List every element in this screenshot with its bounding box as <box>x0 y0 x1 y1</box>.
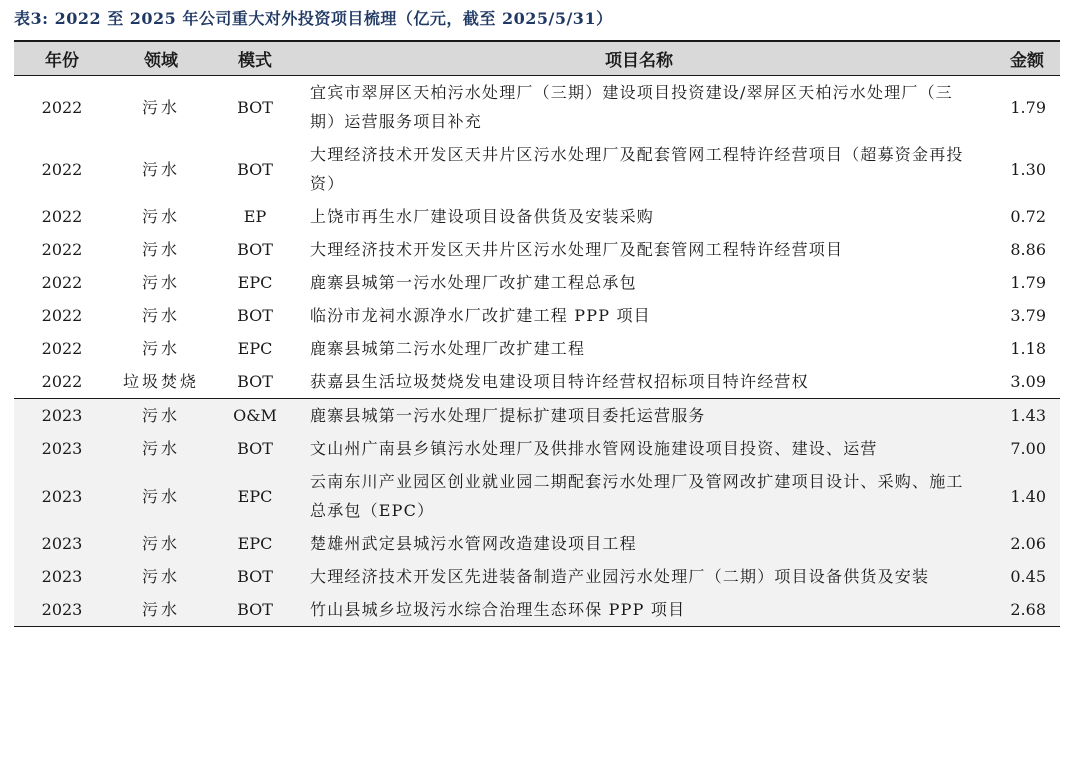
cell-field: 污水 <box>141 567 180 586</box>
header-project-name: 项目名称 <box>298 41 980 76</box>
cell-project-name: 大理经济技术开发区天井片区污水处理厂及配套管网工程特许经营项目（超募资金再投资） <box>310 145 964 193</box>
cell-field: 垃圾焚烧 <box>122 372 199 391</box>
cell-field: 污水 <box>141 339 180 358</box>
cell-field: 污水 <box>141 207 180 226</box>
table-title: 表3: 2022 至 2025 年公司重大对外投资项目梳理（亿元，截至 2025/5/31） <box>14 9 613 28</box>
cell-mode: O&M <box>212 399 298 433</box>
cell-field: 污水 <box>141 159 180 179</box>
table-row <box>14 200 1060 233</box>
cell-year: 2022 <box>41 306 83 325</box>
cell-year: 2023 <box>41 439 83 458</box>
cell-project-name: 楚雄州武定县城污水管网改造建设项目工程 <box>310 534 637 553</box>
cell-year: 2023 <box>41 534 83 553</box>
investment-table-container <box>14 40 1060 627</box>
cell-mode: EPC <box>237 273 273 292</box>
cell-amount: 1.79 <box>1010 97 1046 117</box>
cell-year: 2022 <box>41 372 83 391</box>
cell-project-name: 鹿寨县城第二污水处理厂改扩建工程 <box>310 339 586 358</box>
cell-year: 2023 <box>14 399 110 433</box>
table-row <box>14 332 1060 365</box>
cell-amount: 2.68 <box>980 593 1060 627</box>
table-row <box>14 465 1060 527</box>
header-field: 领域 <box>110 41 212 76</box>
table-header-row <box>14 41 1060 76</box>
cell-field: 污水 <box>110 593 212 627</box>
cell-year: 2022 <box>41 339 83 358</box>
cell-field: 污水 <box>141 273 180 292</box>
cell-amount: 1.79 <box>1010 273 1046 292</box>
cell-field: 污水 <box>141 97 180 117</box>
cell-amount: 0.45 <box>1010 567 1046 586</box>
cell-mode: EPC <box>237 339 273 358</box>
cell-project-name: 临汾市龙祠水源净水厂改扩建工程 PPP 项目 <box>310 306 651 325</box>
header-year: 年份 <box>14 41 110 76</box>
cell-year: 2023 <box>41 486 83 506</box>
cell-amount: 0.72 <box>1010 207 1046 226</box>
cell-project-name: 获嘉县生活垃圾焚烧发电建设项目特许经营权招标项目特许经营权 <box>310 372 809 391</box>
cell-project-name: 大理经济技术开发区天井片区污水处理厂及配套管网工程特许经营项目 <box>310 240 844 259</box>
cell-field: 污水 <box>141 486 180 506</box>
table-row <box>14 432 1060 465</box>
cell-mode: EPC <box>237 486 273 506</box>
table-row <box>14 560 1060 593</box>
cell-field: 污水 <box>110 399 212 433</box>
cell-project-name: 宜宾市翠屏区天柏污水处理厂（三期）建设项目投资建设/翠屏区天柏污水处理厂（三期）运营服务项目补充 <box>310 83 953 131</box>
cell-mode: BOT <box>237 567 273 586</box>
cell-amount: 2.06 <box>1010 534 1046 553</box>
cell-amount: 1.30 <box>1010 159 1046 179</box>
cell-project-name: 上饶市再生水厂建设项目设备供货及安装采购 <box>310 207 655 226</box>
cell-mode: BOT <box>237 306 273 325</box>
cell-field: 污水 <box>141 306 180 325</box>
cell-amount: 7.00 <box>1010 439 1046 458</box>
cell-amount: 3.79 <box>1010 306 1046 325</box>
table-row <box>14 527 1060 560</box>
cell-mode: BOT <box>237 439 273 458</box>
table-row <box>14 299 1060 332</box>
cell-project-name: 云南东川产业园区创业就业园二期配套污水处理厂及管网改扩建项目设计、采购、施工总承包（EPC） <box>310 472 964 520</box>
cell-mode: EPC <box>237 534 273 553</box>
table-row <box>14 399 1060 433</box>
cell-year: 2023 <box>14 593 110 627</box>
table-row <box>14 138 1060 200</box>
cell-mode: BOT <box>237 240 273 259</box>
cell-mode: BOT <box>237 97 273 117</box>
cell-amount: 1.40 <box>1010 486 1046 506</box>
cell-year: 2022 <box>41 159 83 179</box>
cell-mode: BOT <box>237 159 273 179</box>
cell-year: 2022 <box>41 273 83 292</box>
header-amount: 金额 <box>980 41 1060 76</box>
cell-mode: BOT <box>237 372 273 391</box>
investment-table <box>14 40 1060 627</box>
cell-project-name: 鹿寨县城第一污水处理厂提标扩建项目委托运营服务 <box>298 399 980 433</box>
cell-field: 污水 <box>141 240 180 259</box>
cell-project-name: 竹山县城乡垃圾污水综合治理生态环保 PPP 项目 <box>298 593 980 627</box>
table-row <box>14 365 1060 399</box>
cell-project-name: 文山州广南县乡镇污水处理厂及供排水管网设施建设项目投资、建设、运营 <box>310 439 878 458</box>
table-row <box>14 593 1060 627</box>
cell-field: 污水 <box>141 439 180 458</box>
cell-project-name: 鹿寨县城第一污水处理厂改扩建工程总承包 <box>310 273 637 292</box>
cell-year: 2022 <box>41 207 83 226</box>
table-body <box>14 76 1060 627</box>
cell-mode: EP <box>243 207 267 226</box>
cell-amount: 1.43 <box>980 399 1060 433</box>
cell-project-name: 大理经济技术开发区先进装备制造产业园污水处理厂（二期）项目设备供货及安装 <box>310 567 930 586</box>
header-mode: 模式 <box>212 41 298 76</box>
table-row <box>14 233 1060 266</box>
cell-year: 2022 <box>41 240 83 259</box>
cell-amount: 1.18 <box>1010 339 1046 358</box>
cell-year: 2022 <box>41 97 83 117</box>
table-row <box>14 266 1060 299</box>
cell-year: 2023 <box>41 567 83 586</box>
cell-amount: 8.86 <box>1010 240 1046 259</box>
cell-mode: BOT <box>212 593 298 627</box>
cell-field: 污水 <box>141 534 180 553</box>
cell-amount: 3.09 <box>1010 372 1046 391</box>
table-row <box>14 76 1060 139</box>
